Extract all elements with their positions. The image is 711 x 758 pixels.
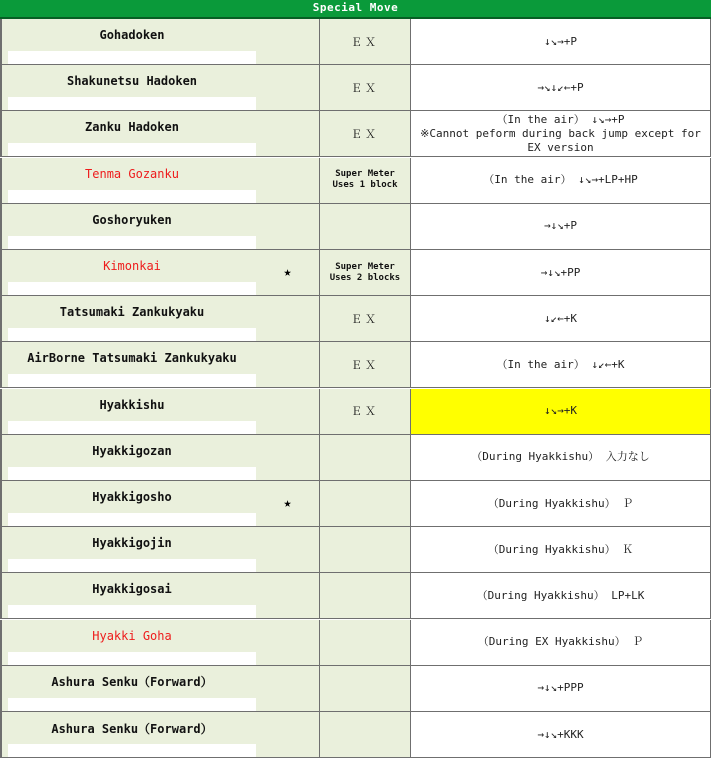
star-marker: ★ xyxy=(256,481,320,527)
move-name-cell xyxy=(0,250,256,296)
move-name-cell xyxy=(0,389,256,435)
ex-cell xyxy=(320,158,411,204)
star-marker xyxy=(256,204,320,250)
command-input xyxy=(411,204,711,250)
star-marker xyxy=(256,527,320,573)
move-row xyxy=(0,204,711,250)
move-name-cell xyxy=(0,435,256,481)
command-text: （During Hyakkishu） LP+LK xyxy=(476,588,645,602)
command-input xyxy=(411,158,711,204)
star-marker xyxy=(256,620,320,666)
command-text: （In the air） ↓↘→+P ※Cannot peform during back jump except for EX version xyxy=(420,112,701,154)
star-marker xyxy=(256,573,320,619)
star-marker xyxy=(256,389,320,435)
super-meter-label: Super Meter Uses 1 block xyxy=(332,169,398,191)
move-name-cell xyxy=(0,342,256,388)
move-row xyxy=(0,19,711,65)
move-name-cell xyxy=(0,527,256,573)
move-name: Hyakkishu xyxy=(8,389,256,422)
move-name: Hyakkigosho xyxy=(8,481,256,514)
ex-cell xyxy=(320,481,411,527)
move-name-subcell xyxy=(8,374,256,387)
ex-cell xyxy=(320,573,411,619)
move-name-cell xyxy=(0,204,256,250)
move-name-subcell xyxy=(8,190,256,203)
command-input xyxy=(411,250,711,296)
move-name: Ashura Senku（Forward） xyxy=(8,666,256,699)
command-text: →↓↘+P xyxy=(543,219,578,233)
command-text: （During Hyakkishu） Ｐ xyxy=(487,496,634,510)
sheet-title: Special Move xyxy=(312,1,399,14)
ex-cell xyxy=(320,65,411,111)
move-name: Kimonkai xyxy=(8,250,256,283)
move-name: Hyakkigojin xyxy=(8,527,256,560)
ex-label: ＥＸ xyxy=(351,358,379,372)
command-text: →↓↘+PP xyxy=(540,265,581,279)
move-name-cell xyxy=(0,111,256,157)
ex-label: ＥＸ xyxy=(351,405,379,419)
star-marker: ★ xyxy=(256,250,320,296)
move-row xyxy=(0,435,711,481)
move-name-cell xyxy=(0,296,256,342)
command-text: （In the air） ↓↘→+LP+HP xyxy=(483,173,638,187)
command-text: ↓↘→+P xyxy=(543,34,578,48)
move-name-subcell xyxy=(8,97,256,110)
move-name: Ashura Senku（Forward） xyxy=(8,712,256,745)
move-name-subcell xyxy=(8,328,256,341)
move-row xyxy=(0,573,711,619)
move-name-subcell xyxy=(8,652,256,665)
move-row xyxy=(0,712,711,758)
star-marker xyxy=(256,712,320,758)
move-name-cell xyxy=(0,19,256,65)
command-text: →↓↘+KKK xyxy=(537,727,584,741)
move-name: Shakunetsu Hadoken xyxy=(8,65,256,98)
ex-label: ＥＸ xyxy=(351,81,379,95)
star-marker xyxy=(256,435,320,481)
move-name-subcell xyxy=(8,559,256,572)
command-text: ↓↙←+K xyxy=(543,311,578,325)
star-marker xyxy=(256,65,320,111)
command-text: ↓↘→+K xyxy=(543,404,578,418)
ex-cell xyxy=(320,527,411,573)
move-row xyxy=(0,527,711,573)
move-name-subcell xyxy=(8,143,256,156)
move-name-cell xyxy=(0,573,256,619)
move-name: Hyakkigosai xyxy=(8,573,256,606)
command-input xyxy=(411,666,711,712)
ex-cell xyxy=(320,620,411,666)
command-text: （During EX Hyakkishu） Ｐ xyxy=(477,635,644,649)
command-input xyxy=(411,65,711,111)
command-text: （In the air） ↓↙←+K xyxy=(496,357,625,371)
move-row xyxy=(0,666,711,712)
move-name: Goshoryuken xyxy=(8,204,256,237)
move-row xyxy=(0,158,711,204)
move-name-subcell xyxy=(8,421,256,434)
move-name: Hyakkigozan xyxy=(8,435,256,468)
move-row xyxy=(0,481,711,527)
star-marker xyxy=(256,296,320,342)
move-name: Hyakki Goha xyxy=(8,620,256,653)
star-marker xyxy=(256,111,320,157)
move-name-subcell xyxy=(8,605,256,618)
ex-cell xyxy=(320,435,411,481)
star-marker xyxy=(256,158,320,204)
move-row xyxy=(0,296,711,342)
move-name-cell xyxy=(0,481,256,527)
ex-cell xyxy=(320,296,411,342)
command-input xyxy=(411,435,711,481)
ex-cell xyxy=(320,204,411,250)
command-input xyxy=(411,712,711,758)
move-row xyxy=(0,342,711,388)
move-name-subcell xyxy=(8,51,256,64)
command-input xyxy=(411,481,711,527)
move-row xyxy=(0,65,711,111)
move-name: Tenma Gozanku xyxy=(8,158,256,191)
ex-cell xyxy=(320,389,411,435)
move-name-subcell xyxy=(8,236,256,249)
move-name-cell xyxy=(0,65,256,111)
move-name-subcell xyxy=(8,282,256,295)
move-row xyxy=(0,111,711,157)
ex-label: ＥＸ xyxy=(351,127,379,141)
command-text: →↘↓↙←+P xyxy=(537,80,584,94)
command-input xyxy=(411,296,711,342)
move-row xyxy=(0,389,711,435)
ex-label: ＥＸ xyxy=(351,312,379,326)
move-row xyxy=(0,250,711,296)
move-name: Zanku Hadoken xyxy=(8,111,256,144)
move-name-subcell xyxy=(8,513,256,526)
command-text: （During Hyakkishu） 入力なし xyxy=(471,450,650,464)
move-name-cell xyxy=(0,620,256,666)
ex-cell xyxy=(320,712,411,758)
command-input xyxy=(411,342,711,388)
ex-cell xyxy=(320,250,411,296)
move-name-subcell xyxy=(8,467,256,480)
move-name-subcell xyxy=(8,698,256,711)
command-text: →↓↘+PPP xyxy=(537,681,584,695)
move-name-subcell xyxy=(8,744,256,757)
star-marker xyxy=(256,666,320,712)
move-name-cell xyxy=(0,666,256,712)
move-name-cell xyxy=(0,158,256,204)
command-input xyxy=(411,527,711,573)
ex-cell xyxy=(320,666,411,712)
command-input xyxy=(411,111,711,157)
command-input xyxy=(411,573,711,619)
move-row xyxy=(0,620,711,666)
command-input xyxy=(411,389,711,435)
ex-cell xyxy=(320,111,411,157)
command-input xyxy=(411,19,711,65)
move-name: Tatsumaki Zankukyaku xyxy=(8,296,256,329)
ex-label: ＥＸ xyxy=(351,35,379,49)
star-marker xyxy=(256,342,320,388)
super-meter-label: Super Meter Uses 2 blocks xyxy=(329,261,401,283)
command-text: （During Hyakkishu） Ｋ xyxy=(487,542,634,556)
star-marker xyxy=(256,19,320,65)
command-input xyxy=(411,620,711,666)
move-name: AirBorne Tatsumaki Zankukyaku xyxy=(8,342,256,375)
ex-cell xyxy=(320,342,411,388)
move-name: Gohadoken xyxy=(8,19,256,52)
ex-cell xyxy=(320,19,411,65)
move-name-cell xyxy=(0,712,256,758)
